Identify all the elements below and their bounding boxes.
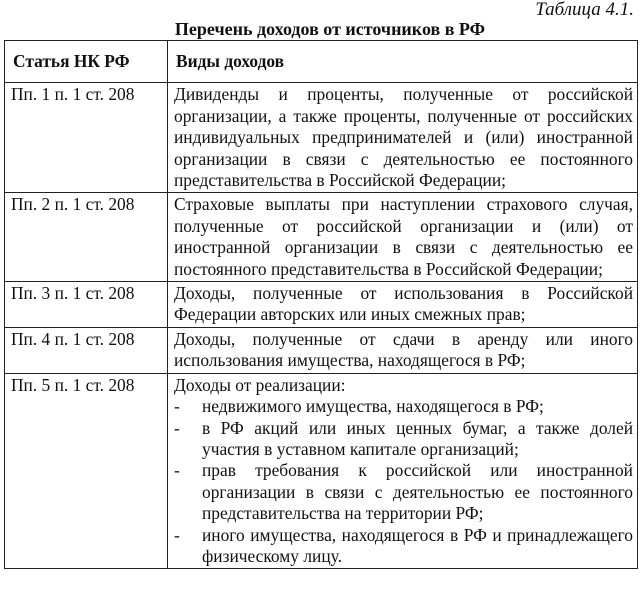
income-cell bbox=[168, 373, 638, 569]
header-article: Статья НК РФ bbox=[5, 41, 168, 83]
income-table bbox=[4, 40, 638, 569]
list-bullet: - bbox=[174, 396, 180, 417]
header-income-types: Виды доходов bbox=[168, 41, 638, 83]
table-row bbox=[5, 373, 638, 569]
table-row bbox=[5, 327, 638, 373]
table-number: Таблица 4.1. bbox=[535, 0, 634, 20]
list-item-text: прав требования к российской или иностранной организации в связи с деятельностью ее постоянного представительства на территории РФ; bbox=[202, 460, 633, 524]
income-cell: Страховые выплаты при наступлении страхового случая, полученные от российской организации и (или) от иностранной организации в связи с деятельностью ее постоянного представительства в Российской Федерации; bbox=[168, 193, 638, 282]
list-item-text: недвижимого имущества, находящегося в РФ; bbox=[202, 396, 544, 417]
table-title: Перечень доходов от источников в РФ bbox=[174, 19, 486, 39]
table-row bbox=[5, 282, 638, 328]
table-row bbox=[5, 193, 638, 282]
article-cell: Пп. 2 п. 1 ст. 208 bbox=[5, 193, 168, 282]
income-cell: Дивиденды и проценты, полученные от российской организации, а также проценты, полученные от российских индивидуальных предпринимателей и (или) иностранной организации в связи с деятельностью ее постоянного представительства в Российской Федерации; bbox=[168, 83, 638, 193]
article-cell: Пп. 3 п. 1 ст. 208 bbox=[5, 282, 168, 328]
article-cell: Пп. 5 п. 1 ст. 208 bbox=[5, 373, 168, 569]
list-item-text: в РФ акций или иных ценных бумаг, а также долей участия в уставном капитале организаций; bbox=[202, 417, 633, 459]
list-bullet: - bbox=[174, 417, 180, 438]
list-item bbox=[174, 418, 633, 461]
income-cell: Доходы, полученные от использования в Российской Федерации авторских или иных смежных прав; bbox=[168, 282, 638, 328]
income-cell: Доходы, полученные от сдачи в аренду или иного использования имущества, находящегося в РФ; bbox=[168, 327, 638, 373]
article-cell: Пп. 1 п. 1 ст. 208 bbox=[5, 83, 168, 193]
list-item bbox=[174, 396, 633, 417]
article-cell: Пп. 4 п. 1 ст. 208 bbox=[5, 327, 168, 373]
list-item-text: иного имущества, находящегося в РФ и принадлежащего физическому лицу. bbox=[202, 524, 633, 566]
table-row bbox=[5, 83, 638, 193]
list-item bbox=[174, 525, 633, 568]
list-bullet: - bbox=[174, 460, 180, 481]
list-item bbox=[174, 460, 633, 524]
income-intro: Доходы от реализации: bbox=[174, 374, 346, 395]
header-row bbox=[5, 41, 638, 83]
list-bullet: - bbox=[174, 524, 180, 545]
